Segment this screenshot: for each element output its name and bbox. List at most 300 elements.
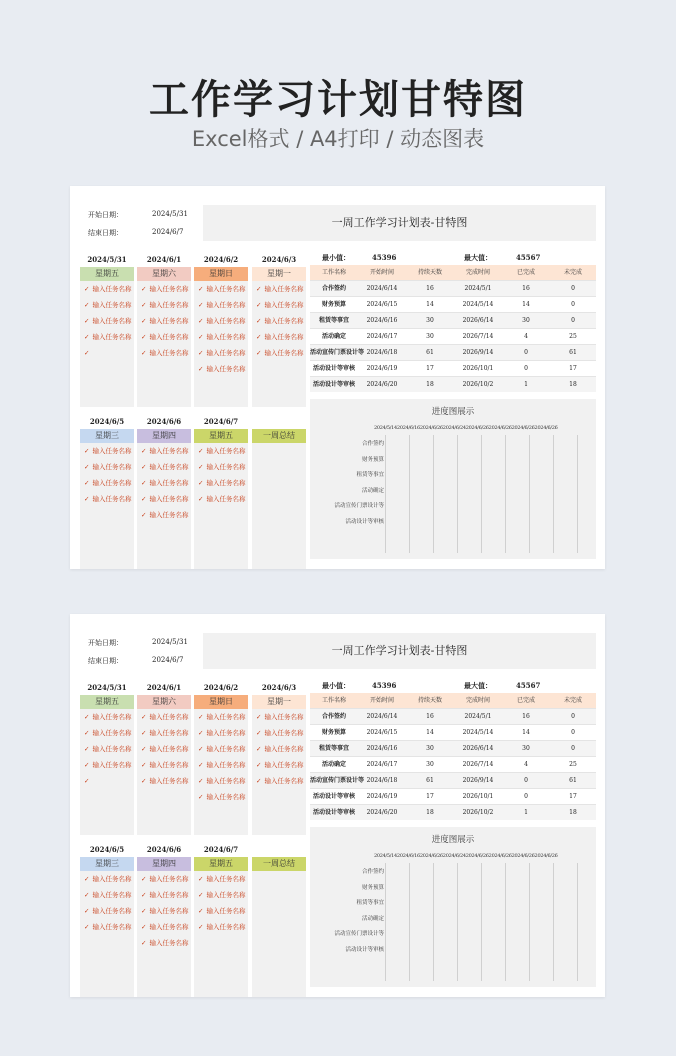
- table-cell[interactable]: 0: [571, 713, 575, 720]
- check-icon: ✓: [256, 317, 262, 325]
- task-item[interactable]: [194, 462, 248, 478]
- task-item[interactable]: [80, 890, 134, 906]
- column-header: 工作名称: [321, 697, 346, 704]
- task-name: 输入任务名称: [206, 761, 246, 769]
- gantt-category-label: 财务预算: [361, 884, 384, 891]
- task-name: 输入任务名称: [149, 891, 189, 899]
- table-cell[interactable]: 财务预算: [321, 729, 346, 736]
- column-header: 开始时间: [369, 697, 394, 704]
- task-item[interactable]: [80, 332, 134, 348]
- check-icon: ✓: [198, 447, 204, 455]
- task-item[interactable]: [80, 300, 134, 316]
- table-cell[interactable]: 17: [426, 365, 434, 372]
- table-cell[interactable]: 2024/6/17: [366, 333, 398, 340]
- task-item[interactable]: [137, 728, 191, 744]
- task-item[interactable]: [80, 922, 134, 938]
- gantt-chart-panel: [310, 827, 596, 987]
- day-weekday-header: 星期一: [252, 267, 306, 281]
- task-name: 输入任务名称: [206, 447, 246, 455]
- check-icon: ✓: [198, 793, 204, 801]
- gantt-date-axis: 2024/5/142024/6/162024/6/262024/6/242024/6/262024/6/262024/6/262024/6/26: [374, 853, 558, 859]
- table-cell[interactable]: 2024/6/14: [366, 713, 398, 720]
- table-row: [310, 756, 596, 772]
- task-item[interactable]: [137, 494, 191, 510]
- task-name: 输入任务名称: [264, 729, 304, 737]
- column-header: 已完成: [516, 269, 535, 276]
- gantt-category-label: 活动宣传门票设计等: [334, 503, 384, 509]
- check-icon: ✓: [141, 729, 147, 737]
- task-name: 输入任务名称: [149, 495, 189, 503]
- end-date-label: 结束日期：: [88, 657, 123, 665]
- table-cell[interactable]: 4: [524, 761, 528, 768]
- task-item[interactable]: [137, 760, 191, 776]
- check-icon: ✓: [141, 907, 147, 915]
- table-cell[interactable]: 租赁等事宜: [318, 317, 349, 324]
- day-weekday-header: 星期五: [194, 857, 248, 871]
- task-item[interactable]: [137, 300, 191, 316]
- task-item[interactable]: [252, 744, 306, 760]
- table-cell[interactable]: 2026/10/1: [462, 365, 494, 372]
- task-item[interactable]: [194, 728, 248, 744]
- day-date: 2024/6/5: [89, 417, 125, 426]
- task-item[interactable]: [80, 728, 134, 744]
- table-cell[interactable]: 18: [426, 381, 434, 388]
- task-item[interactable]: [137, 462, 191, 478]
- table-cell[interactable]: 0: [571, 745, 575, 752]
- day-column: [252, 416, 306, 569]
- table-cell[interactable]: 18: [569, 381, 577, 388]
- table-row: [310, 328, 596, 344]
- task-name: 输入任务名称: [92, 285, 132, 293]
- task-item[interactable]: [252, 712, 306, 728]
- column-header: 持续天数: [417, 269, 442, 276]
- table-cell[interactable]: 2024/6/20: [366, 809, 398, 816]
- table-cell[interactable]: 财务预算: [321, 301, 346, 308]
- table-cell[interactable]: 0: [571, 285, 575, 292]
- table-cell[interactable]: 25: [569, 333, 577, 340]
- max-value-row: [464, 253, 540, 263]
- grid-line: [385, 863, 386, 981]
- task-item[interactable]: [137, 906, 191, 922]
- gantt-category-label: 活动确定: [361, 487, 384, 494]
- table-cell[interactable]: 0: [571, 729, 575, 736]
- table-cell[interactable]: 30: [522, 745, 530, 752]
- table-cell[interactable]: 2024/6/19: [366, 793, 398, 800]
- day-column: [80, 416, 134, 569]
- table-cell[interactable]: 1: [524, 381, 528, 388]
- day-task-list: [252, 709, 306, 835]
- table-cell[interactable]: 0: [571, 317, 575, 324]
- task-name: 输入任务名称: [264, 333, 304, 341]
- table-cell[interactable]: 2024/5/1: [464, 713, 492, 720]
- task-name: 输入任务名称: [206, 745, 246, 753]
- task-item[interactable]: [137, 776, 191, 792]
- day-task-list: [194, 709, 248, 835]
- gantt-title: 进度图展示: [431, 407, 475, 417]
- table-cell[interactable]: 2024/6/18: [366, 777, 398, 784]
- gantt-category-label: 活动宣传门票设计等: [334, 931, 384, 937]
- day-task-list: [194, 443, 248, 569]
- check-icon: ✓: [198, 285, 204, 293]
- table-cell[interactable]: 2026/10/1: [462, 793, 494, 800]
- table-cell[interactable]: 活动设计等审核: [312, 793, 355, 800]
- task-name: 输入任务名称: [149, 745, 189, 753]
- table-cell[interactable]: 18: [426, 809, 434, 816]
- day-task-list: [194, 871, 248, 997]
- table-cell[interactable]: 0: [524, 793, 528, 800]
- task-item[interactable]: [194, 332, 248, 348]
- table-cell[interactable]: 0: [524, 349, 528, 356]
- task-item[interactable]: [252, 728, 306, 744]
- end-date-row: [88, 656, 183, 666]
- task-item[interactable]: [137, 744, 191, 760]
- start-date-value[interactable]: 2024/5/31: [152, 210, 188, 218]
- task-item[interactable]: [80, 760, 134, 776]
- check-icon: ✓: [141, 923, 147, 931]
- task-name: 输入任务名称: [149, 333, 189, 341]
- check-icon: ✓: [84, 447, 90, 455]
- table-cell[interactable]: 16: [522, 285, 530, 292]
- table-row: [310, 724, 596, 740]
- gantt-category-label: 活动确定: [361, 915, 384, 922]
- table-cell[interactable]: 2026/7/14: [462, 333, 494, 340]
- min-label: 最小值：: [322, 253, 350, 262]
- table-cell[interactable]: 2024/5/14: [462, 729, 494, 736]
- end-date-row: [88, 228, 183, 238]
- table-row: [310, 312, 596, 328]
- table-row: [310, 772, 596, 788]
- task-item[interactable]: [252, 332, 306, 348]
- table-cell[interactable]: 61: [569, 777, 577, 784]
- check-icon: ✓: [84, 875, 90, 883]
- table-cell[interactable]: 2026/10/2: [462, 381, 494, 388]
- task-item-empty[interactable]: [80, 776, 134, 792]
- day-date: 2024/6/1: [146, 683, 182, 692]
- gantt-category-label: 活动设计等审核: [345, 518, 384, 525]
- task-name: 输入任务名称: [149, 777, 189, 785]
- task-name: 输入任务名称: [92, 317, 132, 325]
- task-item[interactable]: [194, 494, 248, 510]
- table-cell[interactable]: 2026/6/14: [462, 745, 494, 752]
- start-date-value[interactable]: 2024/5/31: [152, 638, 188, 646]
- task-name: 输入任务名称: [92, 713, 132, 721]
- task-item[interactable]: [137, 446, 191, 462]
- grid-line: [457, 863, 458, 981]
- task-name: 输入任务名称: [92, 875, 132, 883]
- table-cell[interactable]: 30: [522, 317, 530, 324]
- check-icon: ✓: [84, 495, 90, 503]
- table-cell[interactable]: 2024/6/15: [366, 729, 398, 736]
- day-column: [252, 682, 306, 835]
- task-name: 输入任务名称: [149, 729, 189, 737]
- task-name: 输入任务名称: [149, 907, 189, 915]
- day-task-list: [252, 443, 306, 569]
- table-cell[interactable]: 30: [426, 761, 434, 768]
- task-item[interactable]: [137, 478, 191, 494]
- day-date: 2024/6/2: [203, 683, 239, 692]
- task-item[interactable]: [80, 316, 134, 332]
- task-name: 输入任务名称: [206, 349, 246, 357]
- task-name: 输入任务名称: [206, 891, 246, 899]
- task-item[interactable]: [252, 284, 306, 300]
- task-item[interactable]: [137, 316, 191, 332]
- table-cell[interactable]: 1: [524, 809, 528, 816]
- task-name: 输入任务名称: [206, 729, 246, 737]
- task-item[interactable]: [194, 348, 248, 364]
- gantt-category-label: 合作签约: [361, 869, 384, 875]
- task-item[interactable]: [194, 776, 248, 792]
- table-cell[interactable]: 30: [426, 317, 434, 324]
- check-icon: ✓: [198, 495, 204, 503]
- task-item[interactable]: [194, 760, 248, 776]
- table-cell[interactable]: 16: [522, 713, 530, 720]
- table-cell[interactable]: 61: [569, 349, 577, 356]
- table-cell[interactable]: 2024/5/1: [464, 285, 492, 292]
- table-cell[interactable]: 2024/6/20: [366, 381, 398, 388]
- task-item[interactable]: [252, 776, 306, 792]
- task-name: 输入任务名称: [92, 447, 132, 455]
- task-item[interactable]: [80, 712, 134, 728]
- task-item[interactable]: [80, 744, 134, 760]
- max-value-row: [464, 681, 540, 691]
- grid-line: [553, 863, 554, 981]
- start-date-row: [88, 638, 188, 648]
- task-name: 输入任务名称: [264, 777, 304, 785]
- table-cell[interactable]: 0: [524, 365, 528, 372]
- table-cell[interactable]: 61: [426, 777, 434, 784]
- table-header-row: [310, 693, 596, 708]
- day-date: 2024/6/2: [203, 255, 239, 264]
- table-cell[interactable]: 14: [522, 301, 530, 308]
- gantt-category-label: 租赁等事宜: [356, 900, 384, 906]
- column-header: 完成时间: [465, 269, 490, 276]
- task-item[interactable]: [137, 712, 191, 728]
- task-item[interactable]: [194, 478, 248, 494]
- check-icon: ✓: [141, 447, 147, 455]
- task-name: 输入任务名称: [149, 761, 189, 769]
- task-item[interactable]: [137, 922, 191, 938]
- check-icon: ✓: [198, 745, 204, 753]
- task-item[interactable]: [80, 874, 134, 890]
- table-cell[interactable]: 14: [426, 729, 434, 736]
- table-cell[interactable]: 61: [426, 349, 434, 356]
- day-column: [194, 254, 248, 407]
- table-cell[interactable]: 30: [426, 745, 434, 752]
- table-cell[interactable]: 活动宣传门票设计等: [310, 777, 365, 784]
- day-weekday-header: 星期五: [194, 429, 248, 443]
- column-header: 开始时间: [369, 269, 394, 276]
- table-cell[interactable]: 17: [569, 793, 577, 800]
- column-header: 已完成: [516, 697, 535, 704]
- task-item[interactable]: [194, 890, 248, 906]
- max-label: 最大值：: [464, 681, 492, 690]
- table-cell[interactable]: 17: [426, 793, 434, 800]
- end-date-value[interactable]: 2024/6/7: [152, 228, 184, 236]
- table-cell[interactable]: 合作签约: [321, 713, 346, 720]
- table-cell[interactable]: 2024/6/14: [366, 285, 398, 292]
- task-item[interactable]: [194, 284, 248, 300]
- table-cell[interactable]: 2026/7/14: [462, 761, 494, 768]
- table-cell[interactable]: 30: [426, 333, 434, 340]
- table-cell[interactable]: 活动确定: [321, 761, 346, 768]
- table-cell[interactable]: 2026/10/2: [462, 809, 494, 816]
- task-name: 输入任务名称: [149, 447, 189, 455]
- check-icon: ✓: [141, 939, 147, 947]
- table-cell[interactable]: 4: [524, 333, 528, 340]
- task-name: 输入任务名称: [149, 875, 189, 883]
- table-cell[interactable]: 18: [569, 809, 577, 816]
- day-column: [80, 254, 134, 407]
- table-row: [310, 788, 596, 804]
- task-item[interactable]: [137, 890, 191, 906]
- task-item[interactable]: [137, 510, 191, 526]
- day-date: 2024/6/3: [261, 683, 297, 692]
- task-name: 输入任务名称: [264, 713, 304, 721]
- day-date: 2024/6/5: [89, 845, 125, 854]
- gantt-category-label: 财务预算: [361, 456, 384, 463]
- gantt-date-axis: 2024/5/142024/6/162024/6/262024/6/242024/6/262024/6/262024/6/262024/6/26: [374, 425, 558, 431]
- table-cell[interactable]: 14: [522, 729, 530, 736]
- task-item[interactable]: [252, 760, 306, 776]
- table-cell[interactable]: 租赁等事宜: [318, 745, 349, 752]
- table-cell[interactable]: 2024/6/16: [366, 317, 398, 324]
- table-cell[interactable]: 14: [426, 301, 434, 308]
- table-cell[interactable]: 2024/6/16: [366, 745, 398, 752]
- task-item[interactable]: [80, 284, 134, 300]
- check-icon: ✓: [256, 713, 262, 721]
- check-icon: ✓: [198, 349, 204, 357]
- task-item-empty[interactable]: [80, 348, 134, 364]
- end-date-value[interactable]: 2024/6/7: [152, 656, 184, 664]
- task-item[interactable]: [194, 906, 248, 922]
- end-date-label: 结束日期：: [88, 229, 123, 237]
- day-task-list: [80, 871, 134, 997]
- task-item[interactable]: [80, 906, 134, 922]
- task-item[interactable]: [194, 874, 248, 890]
- day-date: 2024/6/7: [203, 845, 239, 854]
- table-cell[interactable]: 0: [571, 301, 575, 308]
- task-name: 输入任务名称: [206, 793, 246, 801]
- check-icon: ✓: [84, 729, 90, 737]
- check-icon: ✓: [84, 907, 90, 915]
- table-cell[interactable]: 2024/6/18: [366, 349, 398, 356]
- check-icon: ✓: [141, 333, 147, 341]
- column-header: 持续天数: [417, 697, 442, 704]
- table-cell[interactable]: 2026/9/14: [462, 349, 494, 356]
- check-icon: ✓: [198, 729, 204, 737]
- task-name: 输入任务名称: [206, 713, 246, 721]
- check-icon: ✓: [84, 349, 90, 357]
- task-item[interactable]: [80, 478, 134, 494]
- task-item[interactable]: [194, 712, 248, 728]
- task-item[interactable]: [80, 462, 134, 478]
- table-cell[interactable]: 活动确定: [321, 333, 346, 340]
- task-name: 输入任务名称: [92, 301, 132, 309]
- day-column: [194, 682, 248, 835]
- check-icon: ✓: [198, 875, 204, 883]
- task-name: 输入任务名称: [92, 907, 132, 915]
- task-name: 输入任务名称: [149, 511, 189, 519]
- table-cell[interactable]: 活动设计等审核: [312, 381, 355, 388]
- task-name: 输入任务名称: [264, 285, 304, 293]
- task-item[interactable]: [194, 316, 248, 332]
- check-icon: ✓: [141, 463, 147, 471]
- table-cell[interactable]: 2024/5/14: [462, 301, 494, 308]
- column-header: 未完成: [563, 269, 582, 276]
- task-item[interactable]: [194, 446, 248, 462]
- check-icon: ✓: [84, 891, 90, 899]
- table-cell[interactable]: 活动设计等审核: [312, 365, 355, 372]
- check-icon: ✓: [84, 761, 90, 769]
- gantt-title: 进度图展示: [431, 835, 475, 845]
- check-icon: ✓: [141, 511, 147, 519]
- task-item[interactable]: [194, 300, 248, 316]
- task-item[interactable]: [252, 300, 306, 316]
- task-item[interactable]: [194, 922, 248, 938]
- task-item[interactable]: [137, 348, 191, 364]
- day-task-list: [137, 709, 191, 835]
- check-icon: ✓: [141, 761, 147, 769]
- check-icon: ✓: [198, 301, 204, 309]
- task-item[interactable]: [252, 348, 306, 364]
- table-cell[interactable]: 16: [426, 713, 434, 720]
- task-name: 输入任务名称: [206, 907, 246, 915]
- max-label: 最大值：: [464, 253, 492, 262]
- task-item[interactable]: [137, 332, 191, 348]
- task-name: 输入任务名称: [264, 761, 304, 769]
- table-cell[interactable]: 17: [569, 365, 577, 372]
- task-item[interactable]: [252, 316, 306, 332]
- table-cell[interactable]: 2024/6/19: [366, 365, 398, 372]
- check-icon: ✓: [256, 777, 262, 785]
- start-date-label: 开始日期：: [88, 211, 123, 219]
- table-cell[interactable]: 16: [426, 285, 434, 292]
- check-icon: ✓: [198, 907, 204, 915]
- column-header: 未完成: [563, 697, 582, 704]
- table-cell[interactable]: 2026/9/14: [462, 777, 494, 784]
- task-item[interactable]: [194, 364, 248, 380]
- day-task-list: [80, 443, 134, 569]
- table-cell[interactable]: 2026/6/14: [462, 317, 494, 324]
- table-cell[interactable]: 活动设计等审核: [312, 809, 355, 816]
- task-name: 输入任务名称: [264, 317, 304, 325]
- task-name: 输入任务名称: [206, 463, 246, 471]
- table-row: [310, 360, 596, 376]
- task-item[interactable]: [194, 792, 248, 808]
- table-cell[interactable]: 25: [569, 761, 577, 768]
- day-date: 2024/5/31: [87, 255, 127, 264]
- table-cell[interactable]: 2024/6/17: [366, 761, 398, 768]
- task-name: 输入任务名称: [149, 317, 189, 325]
- task-item[interactable]: [137, 874, 191, 890]
- table-cell[interactable]: 活动宣传门票设计等: [310, 349, 365, 356]
- task-item[interactable]: [137, 284, 191, 300]
- task-item[interactable]: [80, 446, 134, 462]
- task-item[interactable]: [137, 938, 191, 954]
- task-table: [310, 693, 596, 820]
- task-name: 输入任务名称: [92, 745, 132, 753]
- task-item[interactable]: [80, 494, 134, 510]
- check-icon: ✓: [84, 713, 90, 721]
- task-item[interactable]: [194, 744, 248, 760]
- grid-line: [457, 435, 458, 553]
- task-name: 输入任务名称: [92, 479, 132, 487]
- table-cell[interactable]: 0: [524, 777, 528, 784]
- table-cell[interactable]: 2024/6/15: [366, 301, 398, 308]
- table-cell[interactable]: 合作签约: [321, 285, 346, 292]
- day-weekday-header: 星期三: [80, 429, 134, 443]
- task-name: 输入任务名称: [206, 777, 246, 785]
